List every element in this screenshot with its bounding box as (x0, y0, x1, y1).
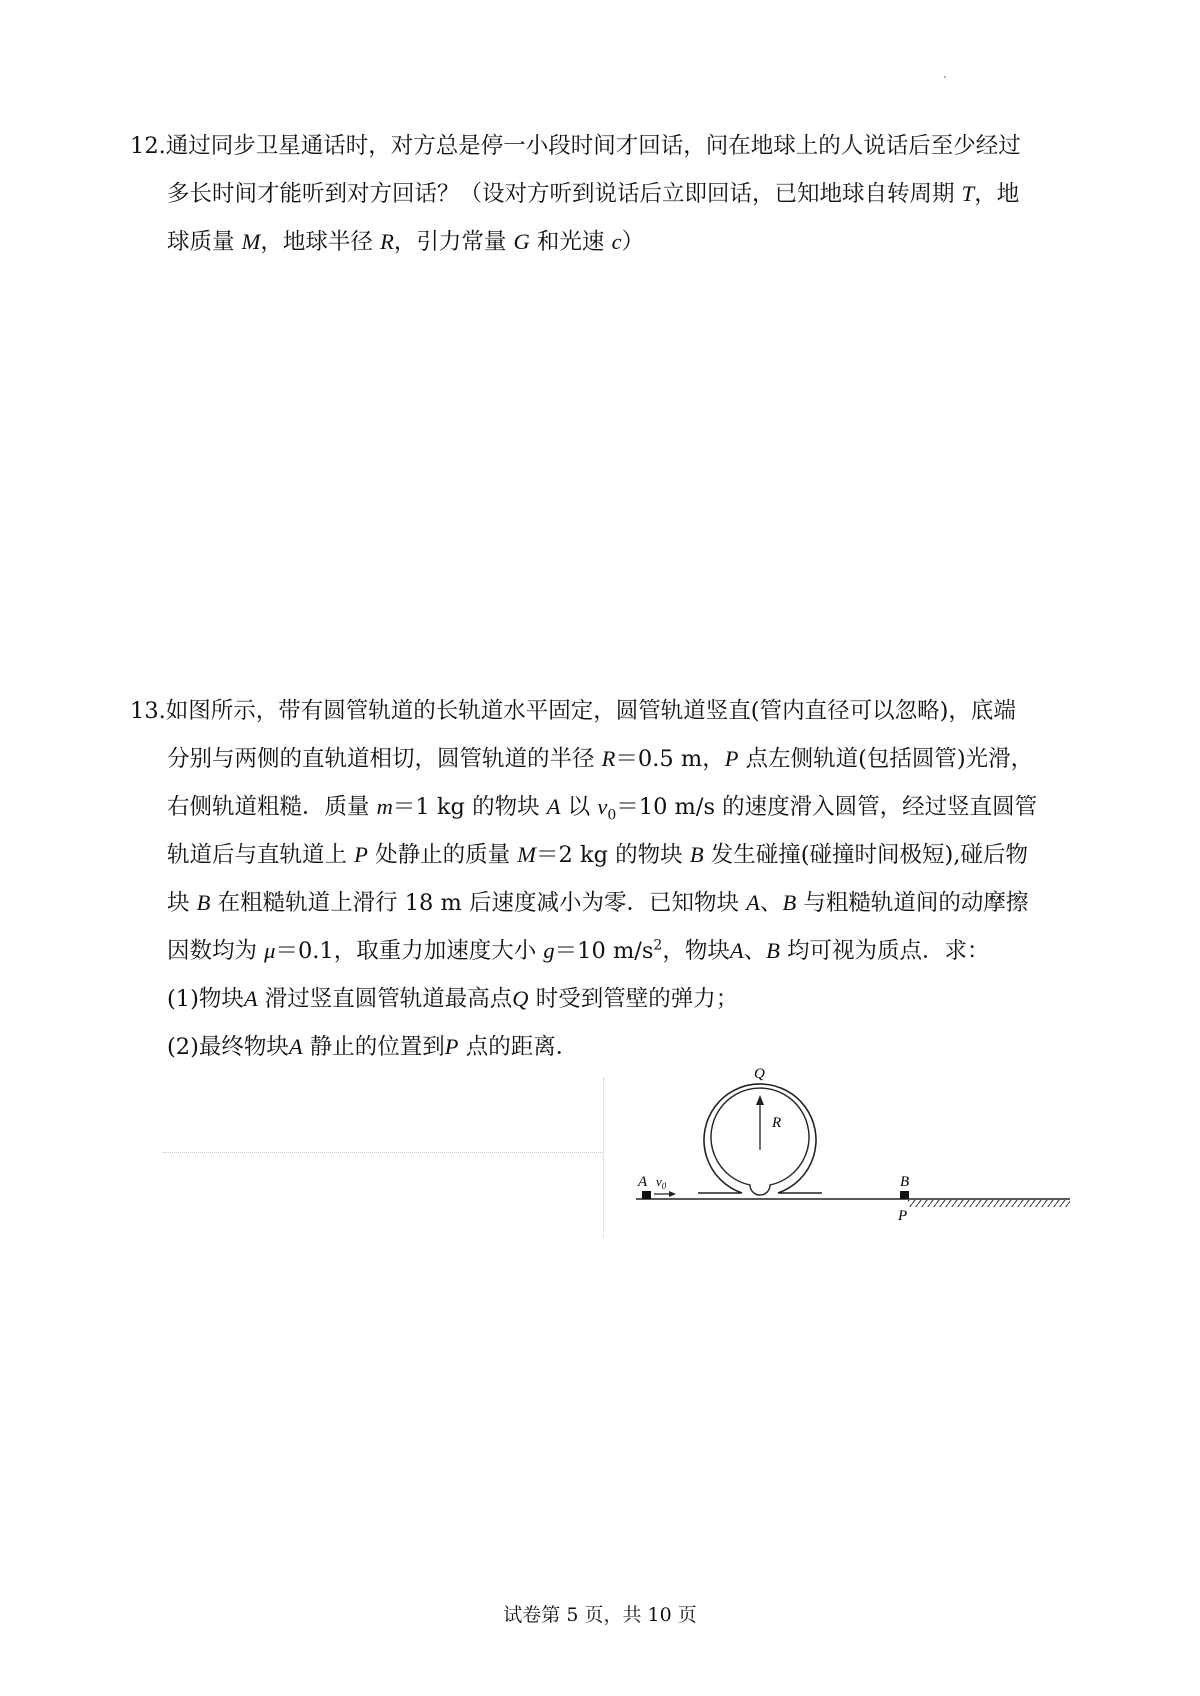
q13-line-5 (130, 879, 1037, 927)
block-B (900, 1191, 909, 1199)
q13-line-3 (130, 783, 1037, 831)
var-R: R (601, 746, 616, 771)
var-T: T (961, 181, 975, 206)
q13-text: 点左侧轨道(包括圆管)光滑， (745, 746, 1034, 772)
q13-text: 时受到管壁的弹力； (535, 986, 739, 1012)
q13-text: 发生碰撞(碰撞时间极短),碰后物 (710, 842, 1028, 868)
q13-text: ＝10 m/s 的速度滑入圆管，经过竖直圆管 (616, 794, 1038, 820)
rough-track-hatch (908, 1200, 1070, 1207)
q12-line-1 (130, 122, 1021, 170)
var-A: A (546, 794, 561, 819)
q12-line-2 (130, 170, 1021, 218)
q13-text: 分别与两侧的直轨道相切，圆管轨道的半径 (167, 746, 595, 772)
var-P: P (444, 1034, 459, 1059)
subscript-0: 0 (607, 807, 617, 824)
label-v-subscript: 0 (661, 1181, 667, 1191)
var-c: c (611, 229, 622, 254)
q13-text: ＝10 m/s (554, 938, 654, 964)
q13-text: (2)最终物块 (167, 1034, 289, 1060)
q13-text: 轨道后与直轨道上 (167, 842, 348, 868)
q13-number: 13. (130, 698, 166, 724)
q12-text: 球质量 (167, 229, 235, 255)
var-B: B (689, 842, 704, 867)
loop-track-figure (600, 1060, 1080, 1230)
var-mu: μ (264, 938, 276, 963)
superscript-2: 2 (653, 937, 663, 954)
var-g: g (543, 938, 555, 963)
q13-text: 点的距离． (465, 1034, 579, 1060)
var-A: A (729, 938, 744, 963)
q13-text: (1)物块 (167, 986, 244, 1012)
q13-text: 在粗糙轨道上滑行 18 m 后速度减小为零．已知物块 (217, 890, 740, 916)
q13-text: 静止的位置到 (309, 1034, 445, 1060)
var-B: B (196, 890, 211, 915)
q12-line-3 (130, 218, 1021, 266)
var-A: A (288, 1034, 303, 1059)
q13-text: 滑过竖直圆管轨道最高点 (264, 986, 513, 1012)
q13-text: 与粗糙轨道间的动摩擦 (803, 890, 1029, 916)
q12-text: ） (621, 229, 645, 255)
label-v0 (656, 1174, 667, 1191)
var-v: v (597, 794, 608, 819)
var-M: M (517, 842, 536, 867)
q12-text: ，引力常量 (393, 229, 507, 255)
var-B: B (766, 938, 780, 963)
q12-text: ，地球半径 (260, 229, 373, 255)
question-12 (130, 122, 1021, 266)
var-R: R (380, 229, 394, 254)
q13-text: ＝0.1，取重力加速度大小 (275, 938, 537, 964)
question-13 (130, 687, 1037, 1071)
q12-text: 通过同步卫星通话时，对方总是停一小段时间才回话，问在地球上的人说话后至少经过 (165, 133, 1021, 159)
q13-text: 块 (167, 890, 190, 916)
q13-text: 右侧轨道粗糙．质量 (167, 794, 370, 820)
scan-dotted-line (163, 1152, 603, 1153)
q13-subquestion-1 (130, 975, 1037, 1023)
q13-text: 因数均为 (167, 938, 258, 964)
block-A (642, 1191, 651, 1199)
q12-text: 和光速 (536, 229, 605, 255)
q12-text: ，地 (974, 181, 1020, 207)
label-v: v (656, 1174, 662, 1189)
var-B: B (782, 890, 797, 915)
var-m: m (376, 794, 393, 819)
q13-text: ，物块 (662, 938, 730, 964)
var-A: A (746, 890, 760, 915)
label-P: P (898, 1208, 908, 1224)
q13-text: 如图所示，带有圆管轨道的长轨道水平固定，圆管轨道竖直(管内直径可以忽略)，底端 (165, 698, 1016, 724)
label-R: R (772, 1115, 782, 1131)
var-P: P (354, 842, 368, 867)
q13-text: 均可视为质点．求： (787, 938, 990, 964)
radius-arrowhead (756, 1095, 764, 1105)
q13-line-6 (130, 927, 1037, 975)
q13-line-1 (130, 687, 1037, 735)
q13-text: ＝0.5 m， (615, 746, 725, 772)
q13-line-4 (130, 831, 1037, 879)
q13-text: 处静止的质量 (375, 842, 511, 868)
q13-line-2 (130, 735, 1037, 783)
page-footer: 试卷第 5 页，共 10 页 (503, 1604, 697, 1626)
q13-text: ＝2 kg 的物块 (536, 842, 683, 868)
q13-text: 、 (759, 890, 783, 916)
velocity-arrowhead (669, 1191, 676, 1197)
label-B: B (900, 1174, 910, 1190)
q12-text: 多长时间才能听到对方回话？（设对方听到说话后立即回话，已知地球自转周期 (167, 181, 955, 207)
var-Q: Q (512, 986, 529, 1011)
var-M: M (241, 229, 261, 254)
var-A: A (243, 986, 258, 1011)
q13-text: ＝1 kg 的物块 (392, 794, 540, 820)
label-Q: Q (754, 1066, 765, 1082)
q13-text: 、 (743, 938, 767, 964)
var-G: G (513, 229, 530, 254)
label-A: A (638, 1174, 648, 1190)
scan-speck (944, 76, 946, 78)
var-P: P (724, 746, 739, 771)
q13-text: 以 (567, 794, 591, 820)
q12-number: 12. (130, 133, 166, 159)
